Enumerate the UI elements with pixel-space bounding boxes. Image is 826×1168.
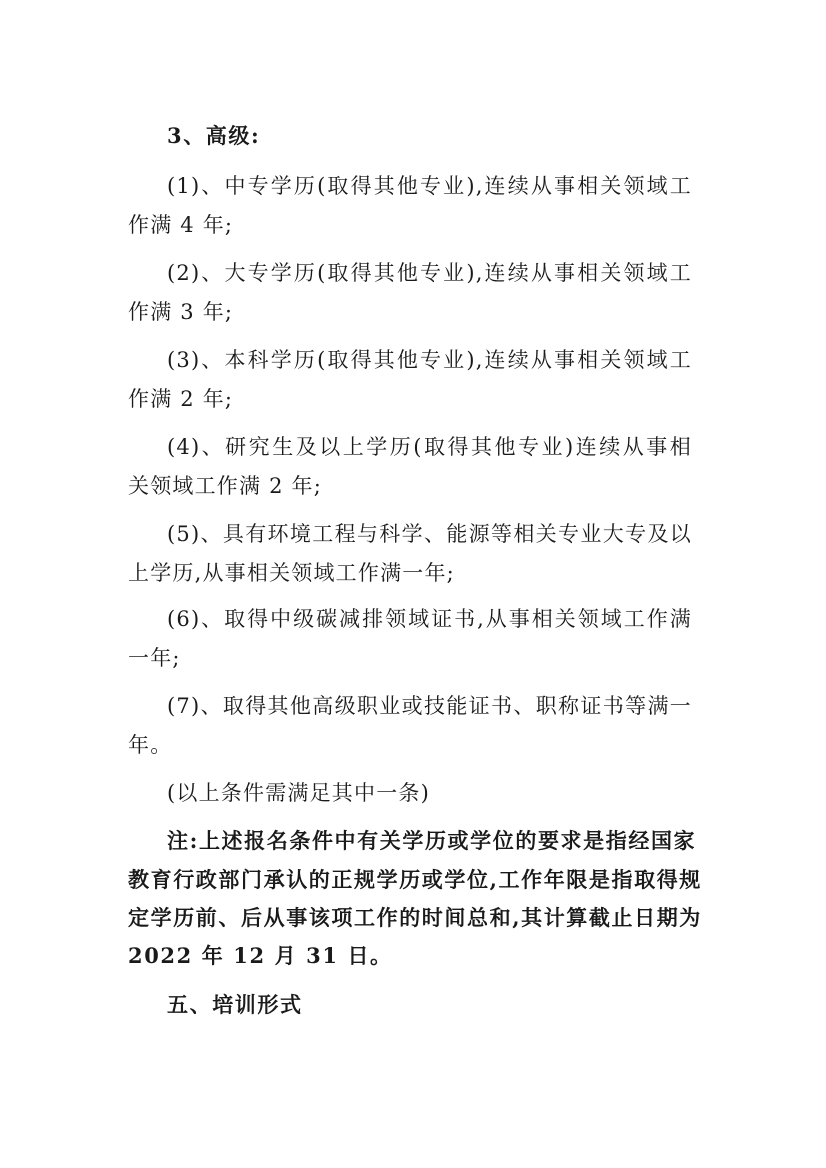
item-4-line-2: 关领域工作满 2 年; (128, 474, 322, 498)
item-7-line-2: 年。 (128, 733, 173, 757)
item-5-line-1: (5)、具有环境工程与科学、能源等相关专业大专及以 (167, 522, 692, 546)
note-line-3: 定学历前、后从事该项工作的时间总和,其计算截止日期为 (128, 905, 702, 930)
item-1-line-1: (1)、中专学历(取得其他专业),连续从事相关领域工 (167, 174, 692, 198)
item-1-line-2: 作满 4 年; (128, 213, 234, 237)
note-line-1: 注:上述报名条件中有关学历或学位的要求是指经国家 (167, 828, 697, 853)
condition-note: (以上条件需满足其中一条) (167, 781, 430, 805)
section-heading-training-format: 五、培训形式 (167, 992, 303, 1017)
item-6-line-1: (6)、取得中级碳减排领域证书,从事相关领域工作满 (167, 607, 692, 631)
item-6-line-2: 一年; (128, 646, 181, 670)
item-2-line-2: 作满 3 年; (128, 300, 234, 324)
item-5-line-2: 上学历,从事相关领域工作满一年; (128, 561, 455, 585)
note-line-2: 教育行政部门承认的正规学历或学位,工作年限是指取得规 (128, 867, 702, 892)
item-2-line-1: (2)、大专学历(取得其他专业),连续从事相关领域工 (167, 261, 692, 285)
item-3-line-2: 作满 2 年; (128, 387, 234, 411)
item-3-line-1: (3)、本科学历(取得其他专业),连续从事相关领域工 (167, 348, 692, 372)
item-7-line-1: (7)、取得其他高级职业或技能证书、职称证书等满一 (167, 694, 692, 718)
section-heading-advanced: 3、高级: (167, 123, 261, 148)
item-4-line-1: (4)、研究生及以上学历(取得其他专业)连续从事相 (167, 435, 692, 459)
note-line-4: 2022 年 12 月 31 日。 (128, 943, 393, 968)
